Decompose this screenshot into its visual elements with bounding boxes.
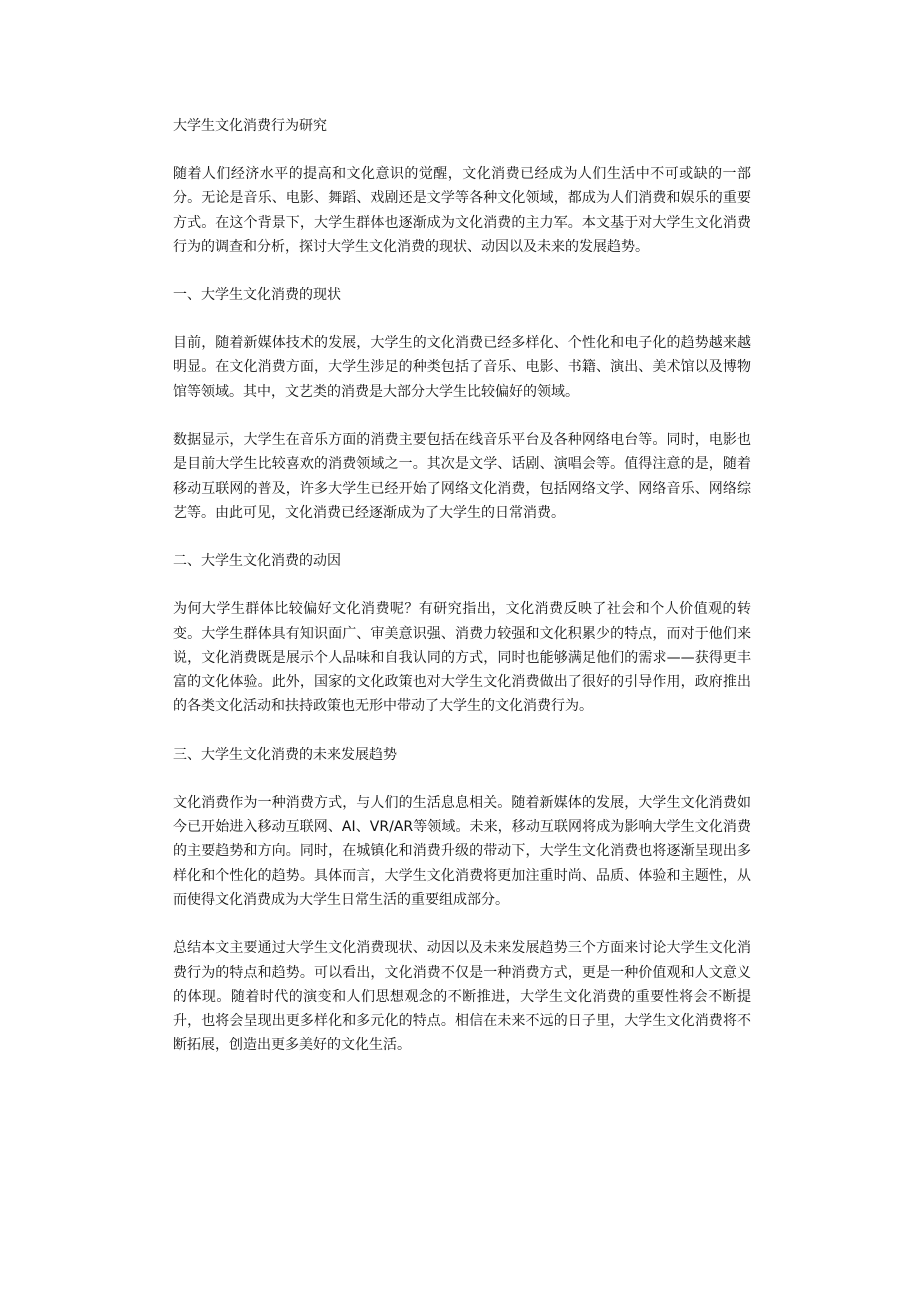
section-trends-paragraph-1: 文化消费作为一种消费方式，与人们的生活息息相关。随着新媒体的发展，大学生文化消费如今已开始进入移动互联网、AI、VR/AR等领域。未来，移动互联网将成为影响大学生文化消费的主要趋势和方向。同时，在城镇化和消费升级的带动下，大学生文化消费也将逐渐呈现出多样化和个性化的趋势。具体而言，大学生文化消费将更加注重时尚、品质、体验和主题性，从而使得文化消费成为大学生日常生活的重要组成部分。 — [173, 794, 751, 908]
document-title: 大学生文化消费行为研究 — [173, 118, 327, 134]
section-status-paragraph-2: 数据显示，大学生在音乐方面的消费主要包括在线音乐平台及各种网络电台等。同时，电影也是目前大学生比较喜欢的消费领域之一。其次是文学、话剧、演唱会等。值得注意的是，随着移动互联网的普及，许多大学生已经开始了网络文化消费，包括网络文学、网络音乐、网络综艺等。由此可见，文化消费已经逐渐成为了大学生的日常消费。 — [173, 432, 751, 521]
section-status-paragraph-1: 目前，随着新媒体技术的发展，大学生的文化消费已经多样化、个性化和电子化的趋势越来越明显。在文化消费方面，大学生涉足的种类包括了音乐、电影、书籍、演出、美术馆以及博物馆等领域。其中，文艺类的消费是大部分大学生比较偏好的领域。 — [173, 335, 751, 400]
section-heading-motivation: 二、大学生文化消费的动因 — [173, 553, 341, 570]
section-heading-trends: 三、大学生文化消费的未来发展趋势 — [173, 746, 397, 763]
conclusion-paragraph: 总结本文主要通过大学生文化消费现状、动因以及未来发展趋势三个方面来讨论大学生文化消费行为的特点和趋势。可以看出，文化消费不仅是一种消费方式，更是一种价值观和人文意义的体现。随着时代的演变和人们思想观念的不断推进，大学生文化消费的重要性将会不断提升，也将会呈现出更多样化和多元化的特点。相信在未来不远的日子里，大学生文化消费将不断拓展，创造出更多美好的文化生活。 — [173, 940, 751, 1054]
section-motivation-paragraph-1: 为何大学生群体比较偏好文化消费呢？有研究指出，文化消费反映了社会和个人价值观的转变。大学生群体具有知识面广、审美意识强、消费力较强和文化积累少的特点，而对于他们来说，文化消费既是展示个人品味和自我认同的方式，同时也能够满足他们的需求——获得更丰富的文化体验。此外，国家的文化政策也对大学生文化消费做出了很好的引导作用，政府推出的各类文化活动和扶持政策也无形中带动了大学生的文化消费行为。 — [173, 601, 751, 715]
intro-paragraph: 随着人们经济水平的提高和文化意识的觉醒，文化消费已经成为人们生活中不可或缺的一部分。无论是音乐、电影、舞蹈、戏剧还是文学等各种文化领域，都成为人们消费和娱乐的重要方式。在这个背景下，大学生群体也逐渐成为文化消费的主力军。本文基于对大学生文化消费行为的调查和分析，探讨大学生文化消费的现状、动因以及未来的发展趋势。 — [173, 166, 751, 255]
section-heading-status: 一、大学生文化消费的现状 — [173, 287, 341, 304]
document-page — [173, 114, 751, 1082]
